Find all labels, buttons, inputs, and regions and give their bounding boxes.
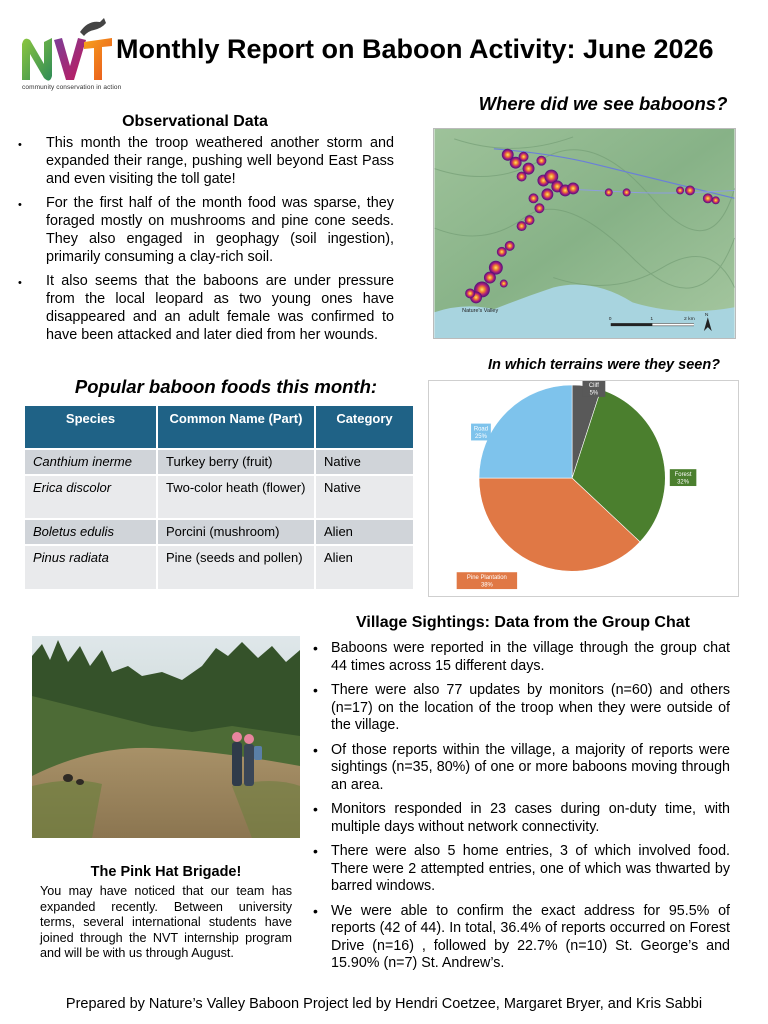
village-list	[313, 640, 730, 980]
column-header-category: Category	[315, 406, 413, 449]
map-north-label: N	[704, 313, 709, 319]
pie-chart-title: In which terrains were they seen?	[487, 357, 721, 373]
map-scale-label-1: 1	[650, 317, 654, 323]
village-bullet: • There were also 77 updates by monitors (n=60) and others (n=17) on the location of the troop when they were outside of the village.	[313, 682, 730, 735]
village-heading: Village Sightings: Data from the Group Chat	[356, 614, 690, 631]
category-cell: Alien	[315, 519, 413, 545]
table-row	[25, 449, 413, 475]
column-header-common-name: Common Name (Part)	[157, 406, 315, 449]
category-cell: Native	[315, 475, 413, 519]
village-bullet: • Baboons were reported in the village through the group chat 44 times across 15 different days.	[313, 640, 730, 675]
foods-table	[25, 406, 413, 589]
species-cell: Boletus edulis	[25, 519, 157, 545]
table-row	[25, 545, 413, 589]
map-place-label: Nature's Valley	[462, 308, 499, 315]
common-name-cell: Two-color heath (flower)	[157, 475, 315, 519]
common-name-cell: Porcini (mushroom)	[157, 519, 315, 545]
pie-label-value: 5%	[589, 390, 599, 397]
pie-label-value: 38%	[480, 582, 493, 589]
category-cell: Alien	[315, 545, 413, 589]
sightings-heatmap	[433, 128, 736, 339]
pie-label-forest	[670, 469, 697, 486]
observational-bullet: • For the first half of the month food was sparse, they foraged mostly on mushrooms and pine cone seeds. They also engaged in geophagy (soil ingestion), primarily consuming a clay-rich soil.	[18, 194, 394, 266]
village-bullet: • We were able to confirm the exact address for 95.5% of reports (42 of 44). In total, 36.4% of reports occurred on Forest Drive (n=16) , followed by 22.7% (n=10) St. George’s and 15.90% (n=7) St. Andrew’s.	[313, 903, 730, 973]
species-cell: Pinus radiata	[25, 545, 157, 589]
photo-caption: The Pink Hat Brigade!	[90, 864, 242, 880]
logo-tagline: community conservation in action	[22, 84, 122, 91]
common-name-cell: Pine (seeds and pollen)	[157, 545, 315, 589]
nvt-logo	[18, 14, 114, 94]
pie-slice-road	[479, 385, 572, 478]
pie-label-name: Road	[473, 426, 489, 433]
observational-bullet: • It also seems that the baboons are under pressure from the local leopard as two young ones have disappeared and an adult female was confirmed to have been attacked and later died from her wounds.	[18, 272, 394, 344]
pie-label-pine-plantation	[457, 572, 517, 589]
observational-heading: Observational Data	[122, 113, 268, 130]
table-row	[25, 475, 413, 519]
village-bullet: • Of those reports within the village, a majority of reports were sightings (n=35, 80%) of one or more baboons moving through an area.	[313, 742, 730, 795]
category-cell: Native	[315, 449, 413, 475]
species-cell: Erica discolor	[25, 475, 157, 519]
village-bullet: • Monitors responded in 23 cases during on-duty time, with multiple days without network connectivity.	[313, 801, 730, 836]
terrain-pie-chart	[428, 380, 739, 597]
pie-label-value: 32%	[677, 479, 690, 486]
pie-label-name: Cliff	[588, 382, 599, 389]
pie-label-name: Forest	[674, 472, 692, 479]
pie-label-cliff	[583, 380, 606, 397]
map-scale-label-0: 0	[608, 317, 612, 323]
common-name-cell: Turkey berry (fruit)	[157, 449, 315, 475]
page-title: Monthly Report on Baboon Activity: June 2026	[116, 34, 714, 64]
column-header-species: Species	[25, 406, 157, 449]
pie-label-name: Pine Plantation	[466, 575, 507, 582]
foods-heading: Popular baboon foods this month:	[74, 376, 378, 397]
table-header-row	[25, 406, 413, 449]
photo-description: You may have noticed that our team has expanded recently. Between university terms, several international students have joined through the NVT internship program and will be with us through August.	[40, 884, 292, 960]
observational-bullet: • This month the troop weathered another storm and expanded their range, pushing well beyond East Pass and even visiting the toll gate!	[18, 134, 394, 188]
observational-list	[18, 134, 394, 350]
team-photo	[32, 636, 300, 838]
map-heading: Where did we see baboons?	[478, 93, 728, 114]
pie-label-value: 25%	[475, 433, 487, 440]
pie-label-road	[471, 424, 491, 441]
footer-credits: Prepared by Nature’s Valley Baboon Project led by Hendri Coetzee, Margaret Bryer, and Kris Sabbi	[65, 996, 703, 1012]
species-cell: Canthium inerme	[25, 449, 157, 475]
table-row	[25, 519, 413, 545]
village-bullet: • There were also 5 home entries, 3 of which involved food. There were 2 attempted entries, one of which was thwarted by barred windows.	[313, 843, 730, 896]
map-scale-label-2: 2 km	[684, 317, 695, 323]
